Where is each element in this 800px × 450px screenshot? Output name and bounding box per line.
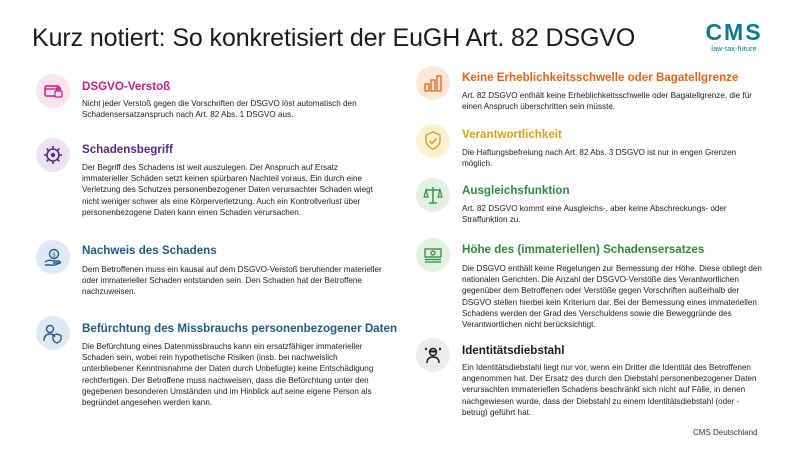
cms-logo xyxy=(698,21,770,54)
body-text: Der Begriff des Schadens ist weit auszulegen. Der Anspruch auf Ersatz immaterieller Schäden setzt keinen spürbaren Nachteil voraus. Ein durch eine Verletzung des Schutzes personenbezogener Daten verursachter Schaden wiegt nicht weniger schwer als eine Körperverletzung. Auch ein Kontrollverlust über personenbezogene Daten kann einen Schaden verursachen. xyxy=(82,163,373,217)
money-stack-icon xyxy=(416,238,450,272)
footer-source: CMS Deutschland xyxy=(693,428,758,437)
heading: Nachweis des Schadens xyxy=(82,244,217,257)
svg-text:$: $ xyxy=(52,251,56,259)
body-text: Art. 82 DSGVO kommt eine Ausgleichs-, aber keine Abschreckungs- oder Straffunktion zu. xyxy=(462,204,727,225)
heading: Befürchtung des Missbrauchs personenbezogener Daten xyxy=(82,322,398,335)
gear-chip-icon xyxy=(36,138,70,172)
heading: DSGVO-Verstoß xyxy=(82,80,171,93)
heading: Schadensbegriff xyxy=(82,143,173,156)
heading: Identitätsdiebstahl xyxy=(462,344,565,357)
person-shield-icon xyxy=(36,316,70,350)
heading: Ausgleichsfunktion xyxy=(462,184,570,197)
credit-card-lock-icon xyxy=(36,74,70,108)
logo-tagline: law-tax-future xyxy=(711,44,757,53)
body-text: Ein Identitätsdiebstahl liegt nur vor, wenn ein Dritter die Identität des Betroffenen angenommen hat. Der Ersatz des durch den Diebstahl personenbezogener Daten verursachten immateriellen Schadens beschränkt sich nicht auf Fälle, in denen nachgewiesen wurde, dass der Diebstahl zu einem Identitätsdiebstahl (oder -betrug) geführt hat. xyxy=(462,363,757,417)
body-text: Die Haftungsbefreiung nach Art. 82 Abs. 3 DSGVO ist nur in engen Grenzen möglich. xyxy=(462,148,737,169)
logo-mark: CMS xyxy=(705,19,763,45)
identity-theft-icon xyxy=(416,338,450,372)
scales-icon xyxy=(416,178,450,212)
hand-money-icon xyxy=(36,240,70,274)
page-title: Kurz notiert: So konkretisiert der EuGH Art. 82 DSGVO xyxy=(32,24,636,52)
body-text: Nicht jeder Verstoß gegen die Vorschriften der DSGVO löst automatisch den Schadensersatzanspruch nach Art. 82 Abs. 1 DSGVO aus. xyxy=(82,99,357,120)
body-text: Die Befürchtung eines Datenmissbrauchs kann ein ersatzfähiger immaterieller Schaden sein, wobei rein hypothetische Risiken (insb. bei nachweislich unterbliebener Kenntnisnahme der Daten durch Unbefugte) keine Entschädigung rechtfertigen. Der Betroffene muss nachweisen, dass die Befürchtung unter den gegebenen besonderen Umständen und im Hinblick auf seine eigene Person als begründet angesehen werden kann. xyxy=(82,342,374,408)
bar-chart-icon xyxy=(416,66,450,100)
heading: Verantwortlichkeit xyxy=(462,128,562,141)
heading: Keine Erheblichkeitsschwelle oder Bagatellgrenze xyxy=(462,71,739,84)
body-text: Die DSGVO enthält keine Regelungen zur Bemessung der Höhe. Diese obliegt den nationalen Gerichten. Die Anzahl der DSGVO-Verstöße des Verantwortlichen gegenüber dem Betroffenen oder Verstöße gegen Vorschriften außerhalb der DSGVO stellen hierbei kein Kriterium dar. Bei der Bemessung eines immateriellen Schadens werden der Grad des Verschuldens sowie die Beweggründe des Verantwortlichen nicht berücksichtigt. xyxy=(462,264,762,330)
body-text: Dem Betroffenen muss ein kausal auf dem DSGVO-Verstoß beruhender materieller oder immaterieller Schaden entstanden sein. Den Schaden hat der Betroffene nachzuweisen. xyxy=(82,265,382,297)
heading: Höhe des (immateriellen) Schadensersatzes xyxy=(462,243,705,256)
shield-check-icon xyxy=(416,124,450,158)
body-text: Art. 82 DSGVO enthält keine Erheblichkeitsschwelle oder Bagatellgrenze, die für einen Anspruch überschritten sein müsste. xyxy=(462,91,752,112)
